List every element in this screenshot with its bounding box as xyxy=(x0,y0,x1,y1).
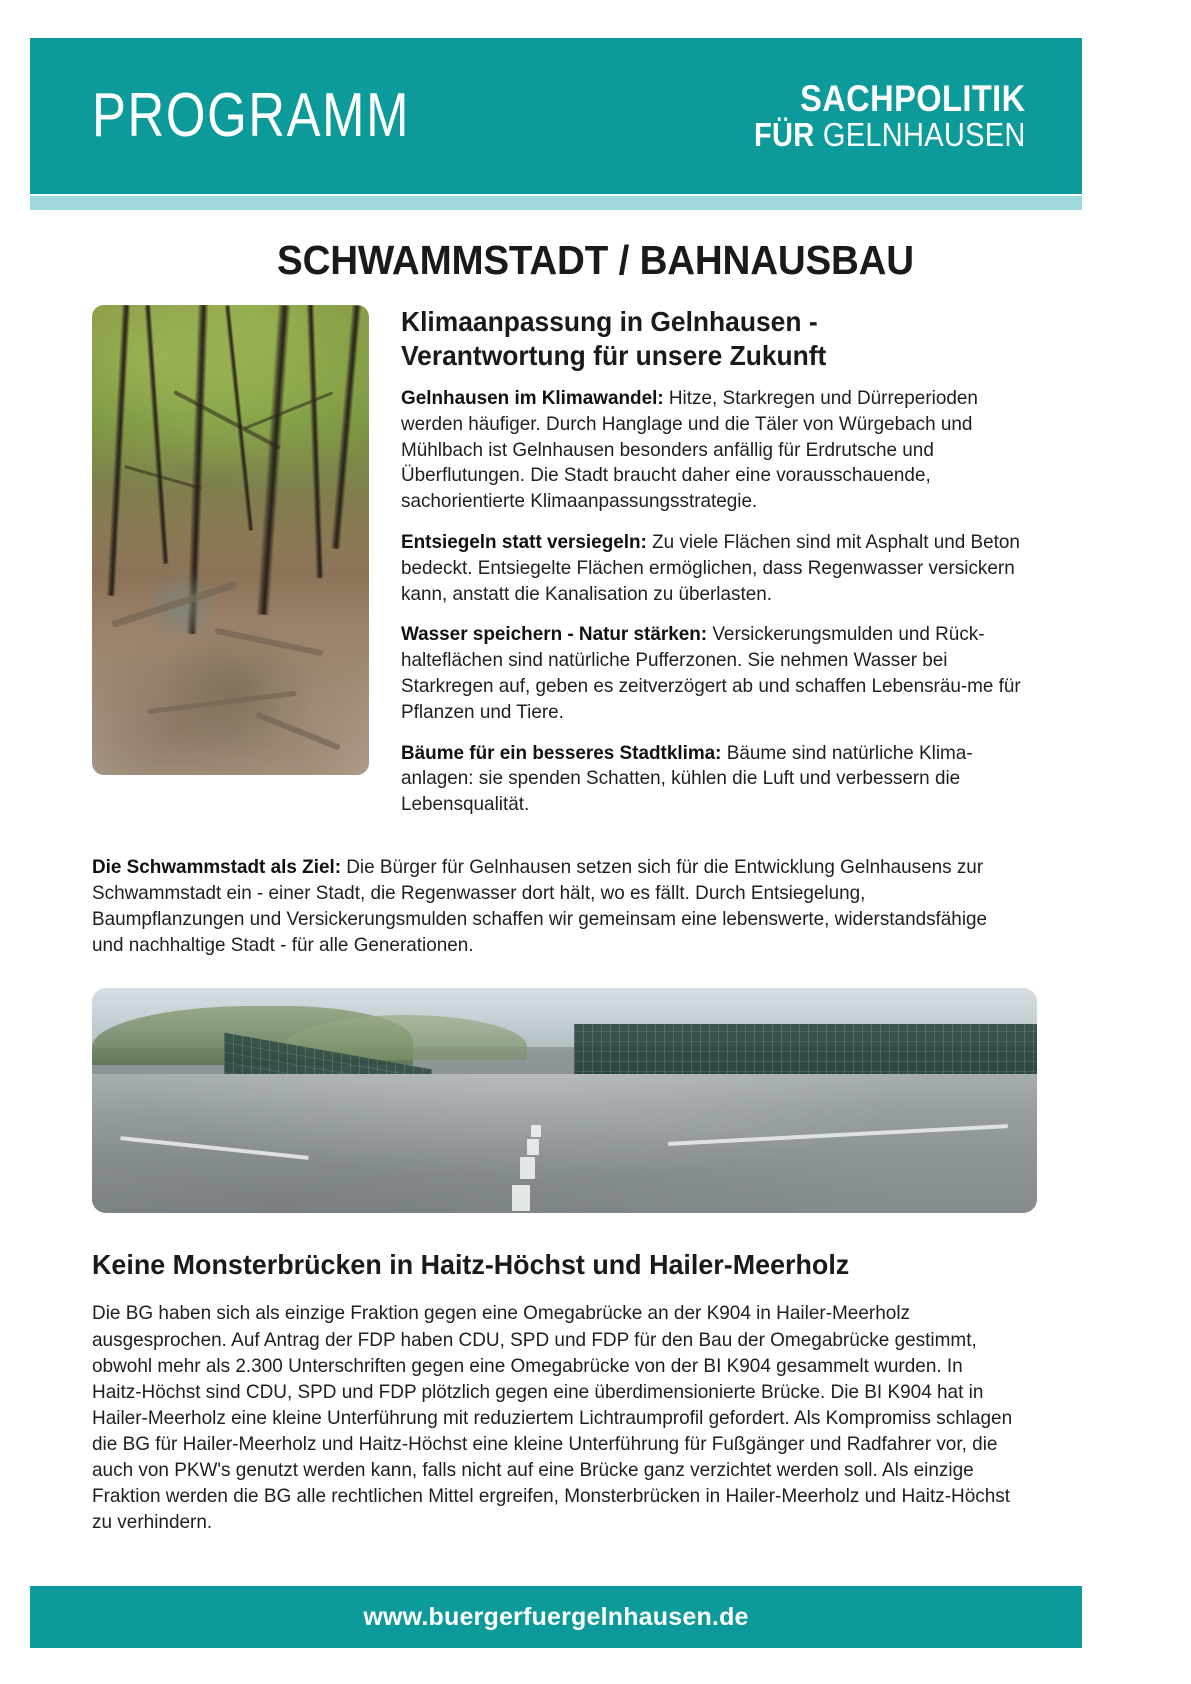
section1-subtitle-line1: Klimaanpassung in Gelnhausen - xyxy=(401,306,818,337)
paragraph-entsiegeln-text: Zu viele Flächen sind mit Asphalt und Beton bedeckt. Entsiegelte Flächen ermöglichen, dass Regenwasser versickern kann, anstatt die Kanalisation zu überlasten. xyxy=(401,531,1020,605)
main-section-title: SCHWAMMSTADT / BAHNAUSBAU xyxy=(277,237,914,283)
paragraph-schwammstadt-ziel-text: Die Bürger für Gelnhausen setzen sich für die Entwicklung Gelnhausens zur Schwammstadt ein - einer Stadt, die Regenwasser dort hält, wo es fällt. Durch Entsiegelung, Baumpflanzungen und Versickerungsmulden schaffen wir gemeinsam eine lebenswerte, widerstandsfähige und nachhaltige Stadt - für alle Generationen. xyxy=(92,856,988,957)
brand-line-sachpolitik: SACHPOLITIK xyxy=(800,78,1026,120)
header-underline-bar xyxy=(30,196,1082,210)
brand-gelnhausen: GELNHAUSEN xyxy=(823,116,1026,154)
paragraph-baeume xyxy=(401,741,1021,818)
paragraph-baeume-text: Bäume sind natürliche Klima-anlagen: sie spenden Schatten, kühlen die Luft und verbessern die Lebensqualität. xyxy=(401,741,973,816)
paragraph-schwammstadt-ziel xyxy=(92,854,1013,958)
section1-photo-column xyxy=(92,305,369,775)
section2-body: Die BG haben sich als einzige Fraktion gegen eine Omegabrücke an der K904 in Hailer-Meerholz ausgesprochen. Auf Antrag der FDP haben CDU, SPD und FDP für den Bau der Omegabrücke gestimmt, obwohl mehr als 2.300 Unterschriften gegen eine Omegabrücke von der BI K904 gesammelt wurden. In Haitz-Höchst sind CDU, SPD und FDP plötzlich gegen eine überdimensionierte Brücke. Die BI K904 hat in Hailer-Meerholz eine kleine Unterführung mit reduziertem Lichtraumprofil gefordert. Als Kompromiss schlagen die BG für Hailer-Meerholz und Haitz-Höchst eine kleine Unterführung für Fußgänger und Radfahrer vor, die auch von PKW's genutzt werden kann, falls nicht auf eine Brücke ganz verzichtet werden soll. Als einzige Fraktion werden die BG alle rechtlichen Mittel ergreifen, Monsterbrücken in Hailer-Meerholz und Haitz-Höchst zu verhindern. xyxy=(92,1302,1013,1534)
paragraph-entsiegeln-lead: Entsiegeln statt versiegeln: xyxy=(401,531,647,554)
paragraph-wasser-speichern xyxy=(401,622,1021,725)
header-band xyxy=(30,38,1082,194)
paragraph-klimawandel-lead: Gelnhausen im Klimawandel: xyxy=(401,387,664,410)
section1-two-column xyxy=(92,305,1037,818)
paragraph-schwammstadt-ziel-lead: Die Schwammstadt als Ziel: xyxy=(92,856,342,879)
forest-ravine-photo xyxy=(92,305,369,775)
brand-line-fuer-gelnhausen xyxy=(754,118,1026,152)
section1-subtitle-line2: Verantwortung für unsere Zukunft xyxy=(401,339,827,371)
section1-text-column xyxy=(369,305,1037,818)
paragraph-wasser-speichern-lead: Wasser speichern - Natur stärken: xyxy=(401,623,708,646)
paragraph-wasser-speichern-text: Versickerungsmulden und Rück-halteflächen sind natürliche Pufferzonen. Sie nehmen Wasser bei Starkregen auf, geben es zeitverzögert ab und schaffen Lebensräu-me für Pflanzen und Tiere. xyxy=(401,623,1021,723)
footer-band xyxy=(30,1586,1082,1648)
brand-logo xyxy=(717,78,1026,154)
paragraph-klimawandel-text: Hitze, Starkregen und Dürreperioden werden häufiger. Durch Hanglage und die Täler von Würgebach und Mühlbach ist Gelnhausen besonders anfällig für Erdrutsche und Überflutungen. Die Stadt braucht daher eine vorausschauende, sachorientierte Klimaanpassungsstrategie. xyxy=(401,387,978,513)
paragraph-baeume-lead: Bäume für ein besseres Stadtklima: xyxy=(401,741,722,764)
content-area xyxy=(92,305,1037,1555)
omega-bridge-road-photo xyxy=(92,988,1037,1213)
brand-fuer: FÜR xyxy=(754,116,815,154)
paragraph-klimawandel xyxy=(401,386,1021,515)
paragraph-entsiegeln xyxy=(401,530,1021,607)
footer-website-url[interactable]: www.buergerfuergelnhausen.de xyxy=(363,1602,749,1631)
page-title: PROGRAMM xyxy=(92,81,411,150)
section1-subtitle xyxy=(401,305,1012,372)
section2-title: Keine Monsterbrücken in Haitz-Höchst und Hailer-Meerholz xyxy=(92,1249,850,1281)
